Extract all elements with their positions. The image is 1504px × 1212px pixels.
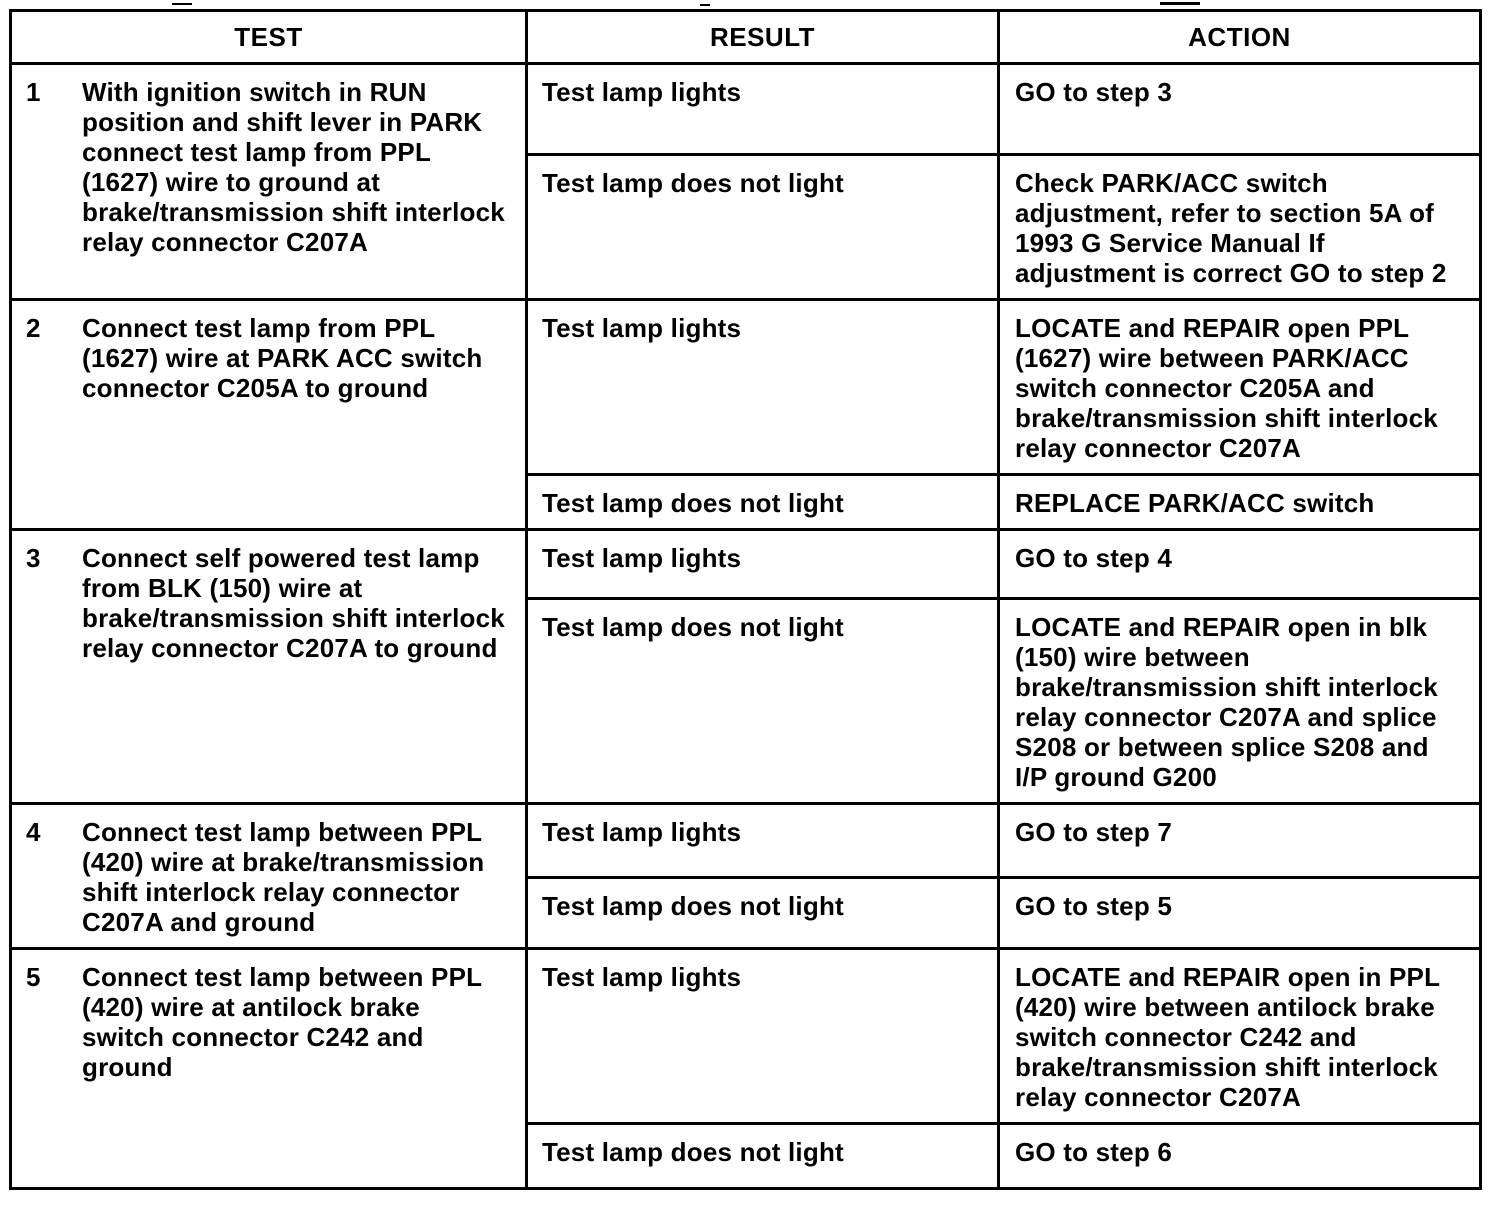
table-row	[11, 64, 1481, 155]
action-text: Check PARK/ACC switch adjustment, refer to section 5A of 1993 G Service Manual If adjustment is correct GO to step 2	[1015, 168, 1447, 288]
result-cell	[527, 155, 999, 300]
result-text: Test lamp does not light	[542, 890, 844, 921]
action-cell	[999, 530, 1481, 599]
step-number: 2	[26, 313, 41, 343]
action-text: LOCATE and REPAIR open in PPL (420) wire between antilock brake switch connector C242 and brake/transmission shift interlock relay connector C207A	[1015, 962, 1441, 1112]
table-row	[11, 530, 1481, 599]
header-action: ACTION	[999, 11, 1481, 64]
result-text: Test lamp lights	[542, 77, 742, 107]
result-text: Test lamp lights	[542, 313, 742, 343]
scan-mark	[172, 3, 192, 5]
test-description: Connect test lamp between PPL (420) wire at brake/transmission shift interlock relay connector C207A and ground	[82, 817, 485, 937]
result-cell	[527, 300, 999, 475]
scan-mark	[700, 4, 710, 6]
result-cell	[527, 64, 999, 155]
action-text: GO to step 5	[1015, 890, 1172, 921]
header-result: RESULT	[527, 11, 999, 64]
action-cell	[999, 475, 1481, 530]
result-text: Test lamp lights	[542, 962, 742, 992]
result-cell	[527, 599, 999, 804]
step-number: 3	[26, 543, 41, 573]
step-number: 4	[26, 817, 41, 847]
result-cell	[527, 1124, 999, 1189]
action-text: REPLACE PARK/ACC switch	[1015, 488, 1375, 518]
result-text: Test lamp does not light	[542, 168, 844, 198]
action-text: GO to step 4	[1015, 543, 1172, 573]
test-cell	[11, 949, 527, 1189]
header-test: TEST	[11, 11, 527, 64]
action-cell	[999, 1124, 1481, 1189]
test-cell	[11, 804, 527, 949]
table-row	[11, 804, 1481, 878]
step-number: 5	[26, 962, 41, 992]
action-cell	[999, 804, 1481, 878]
action-cell	[999, 155, 1481, 300]
action-text: LOCATE and REPAIR open PPL (1627) wire between PARK/ACC switch connector C205A and brake/transmission shift interlock relay connector C207A	[1015, 313, 1438, 463]
result-cell	[527, 877, 999, 948]
test-description: Connect test lamp from PPL (1627) wire at PARK ACC switch connector C205A to ground	[82, 313, 483, 403]
action-cell	[999, 949, 1481, 1124]
test-description: Connect self powered test lamp from BLK (150) wire at brake/transmission shift interlock relay connector C207A to ground	[82, 543, 505, 663]
result-text: Test lamp does not light	[542, 1137, 844, 1167]
result-cell	[527, 530, 999, 599]
result-cell	[527, 804, 999, 878]
action-cell	[999, 599, 1481, 804]
action-text: GO to step 6	[1015, 1137, 1172, 1167]
action-cell	[999, 300, 1481, 475]
header-row	[11, 11, 1481, 64]
action-text: GO to step 3	[1015, 77, 1172, 107]
test-cell	[11, 64, 527, 300]
test-cell	[11, 530, 527, 804]
test-cell	[11, 300, 527, 530]
result-text: Test lamp lights	[542, 817, 742, 847]
table-row	[11, 949, 1481, 1124]
result-text: Test lamp does not light	[542, 488, 844, 518]
diagnostic-table	[9, 9, 1482, 1190]
test-description: Connect test lamp between PPL (420) wire at antilock brake switch connector C242 and ground	[82, 962, 483, 1082]
table-row	[11, 300, 1481, 475]
step-number: 1	[26, 77, 41, 107]
scan-mark	[1160, 2, 1200, 5]
test-description: With ignition switch in RUN position and shift lever in PARK connect test lamp from PPL (1627) wire to ground at brake/transmission shift interlock relay connector C207A	[82, 77, 505, 257]
action-cell	[999, 877, 1481, 948]
result-text: Test lamp does not light	[542, 612, 844, 642]
action-text: LOCATE and REPAIR open in blk (150) wire between brake/transmission shift interlock relay connector C207A and splice S208 or between splice S208 and I/P ground G200	[1015, 612, 1438, 792]
result-text: Test lamp lights	[542, 543, 742, 573]
result-cell	[527, 475, 999, 530]
action-text: GO to step 7	[1015, 817, 1172, 847]
action-cell	[999, 64, 1481, 155]
result-cell	[527, 949, 999, 1124]
